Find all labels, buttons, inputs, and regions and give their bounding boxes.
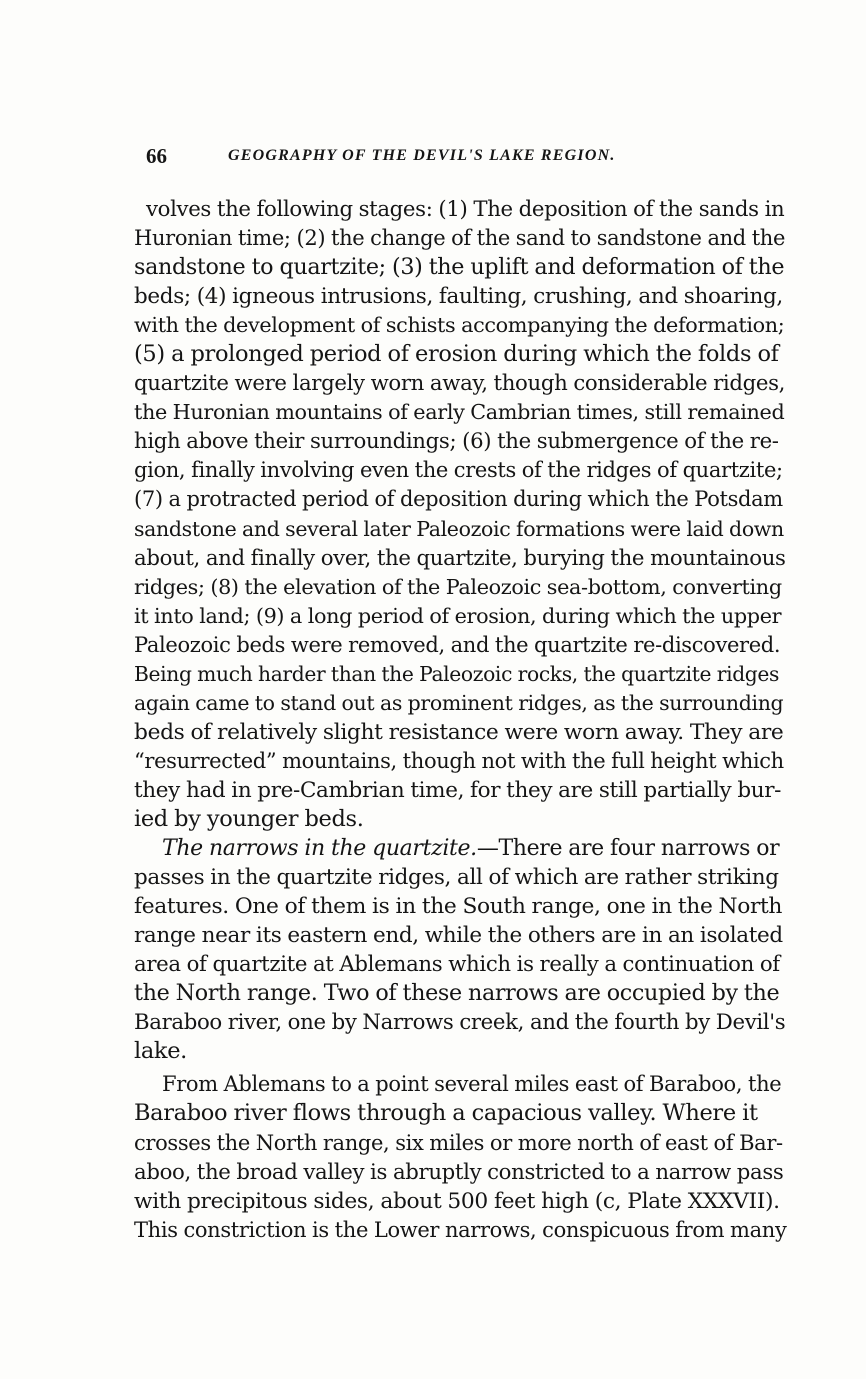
- paragraph-stages-line: “resurrected” mountains, though not with the full height which: [134, 748, 784, 773]
- paragraph-narrows-line: lake.: [134, 1038, 187, 1065]
- paragraph-baraboo-river-line: From Ablemans to a point several miles east of Baraboo, the: [162, 1072, 782, 1097]
- page-number: 66: [146, 144, 167, 168]
- paragraph-narrows-line: area of quartzite at Ablemans which is really a continuation of: [134, 952, 780, 978]
- paragraph-narrows-line: the North range. Two of these narrows are occupied by the: [134, 980, 780, 1007]
- paragraph-narrows-line: features. One of them is in the South range, one in the North: [134, 894, 783, 920]
- paragraph-narrows-line: range near its eastern end, while the others are in an isolated: [134, 923, 783, 949]
- body-text: [134, 195, 786, 1245]
- paragraph-narrows-first-line-text: —There are four narrows or: [476, 836, 780, 862]
- paragraph-stages-line: sandstone and several later Paleozoic formations were laid down: [134, 516, 784, 541]
- paragraph-stages-line: Paleozoic beds were removed, and the quartzite re-discovered.: [134, 632, 781, 657]
- paragraph-stages-line: high above their surroundings; (6) the submergence of the re-: [134, 429, 779, 455]
- running-head: [146, 144, 786, 172]
- paragraph-baraboo-river-line: crosses the North range, six miles or more north of east of Bar-: [134, 1130, 783, 1155]
- paragraph-stages-line: the Huronian mountains of early Cambrian times, still remained: [134, 400, 785, 425]
- paragraph-stages-line: they had in pre-Cambrian time, for they are still partially bur-: [134, 777, 782, 803]
- paragraph-stages-line: quartzite were largely worn away, though considerable ridges,: [134, 371, 786, 397]
- paragraph-stages-line: volves the following stages: (1) The deposition of the sands in: [146, 197, 785, 222]
- paragraph-narrows: [134, 834, 786, 1066]
- paragraph-stages-line: beds of relatively slight resistance were worn away. They are: [134, 719, 784, 745]
- paragraph-baraboo-river-line: aboo, the broad valley is abruptly constricted to a narrow pass: [134, 1159, 784, 1185]
- paragraph-stages-line: beds; (4) igneous intrusions, faulting, crushing, and shoaring,: [134, 284, 783, 310]
- paragraph-stages-line: ied by younger beds.: [134, 805, 364, 832]
- paragraph-baraboo-river-line: with precipitous sides, about 500 feet high (c, Plate XXXVII).: [134, 1188, 780, 1214]
- paragraph-stages-line: again came to stand out as prominent ridges, as the surrounding: [134, 690, 784, 715]
- running-head-title: GEOGRAPHY OF THE DEVIL'S LAKE REGION.: [228, 147, 616, 164]
- paragraph-stages-line: about, and finally over, the quartzite, burying the mountainous: [134, 545, 786, 571]
- paragraph-stages-line: (5) a prolonged period of erosion during which the folds of: [134, 341, 779, 368]
- paragraph-stages-line: ridges; (8) the elevation of the Paleozoic sea-bottom, converting: [134, 574, 782, 599]
- paragraph-baraboo-river: [134, 1070, 786, 1244]
- paragraph-stages-line: Huronian time; (2) the change of the sand to sandstone and the: [134, 226, 786, 251]
- paragraph-narrows-line: passes in the quartzite ridges, all of which are rather striking: [134, 865, 779, 891]
- paragraph-stages-line: with the development of schists accompanying the deformation;: [134, 313, 785, 338]
- paragraph-stages-line: (7) a protracted period of deposition during which the Potsdam: [134, 487, 783, 512]
- paragraph-stages-line: Being much harder than the Paleozoic rocks, the quartzite ridges: [134, 661, 780, 686]
- paragraph-narrows-line: Baraboo river, one by Narrows creek, and the fourth by Devil's: [134, 1010, 786, 1036]
- paragraph-stages-line: sandstone to quartzite; (3) the uplift and deformation of the: [134, 254, 785, 281]
- section-lead-in: The narrows in the quartzite.: [162, 836, 477, 862]
- paragraph-stages-line: gion, finally involving even the crests of the ridges of quartzite;: [134, 458, 783, 483]
- paragraph-baraboo-river-line: This constriction is the Lower narrows, conspicuous from many: [134, 1217, 787, 1242]
- paragraph-stages-line: it into land; (9) a long period of erosion, during which the upper: [134, 603, 782, 628]
- paragraph-baraboo-river-line: Baraboo river flows through a capacious valley. Where it: [134, 1100, 758, 1127]
- paragraph-narrows-first-line: [134, 834, 786, 863]
- paragraph-stages: [134, 195, 786, 834]
